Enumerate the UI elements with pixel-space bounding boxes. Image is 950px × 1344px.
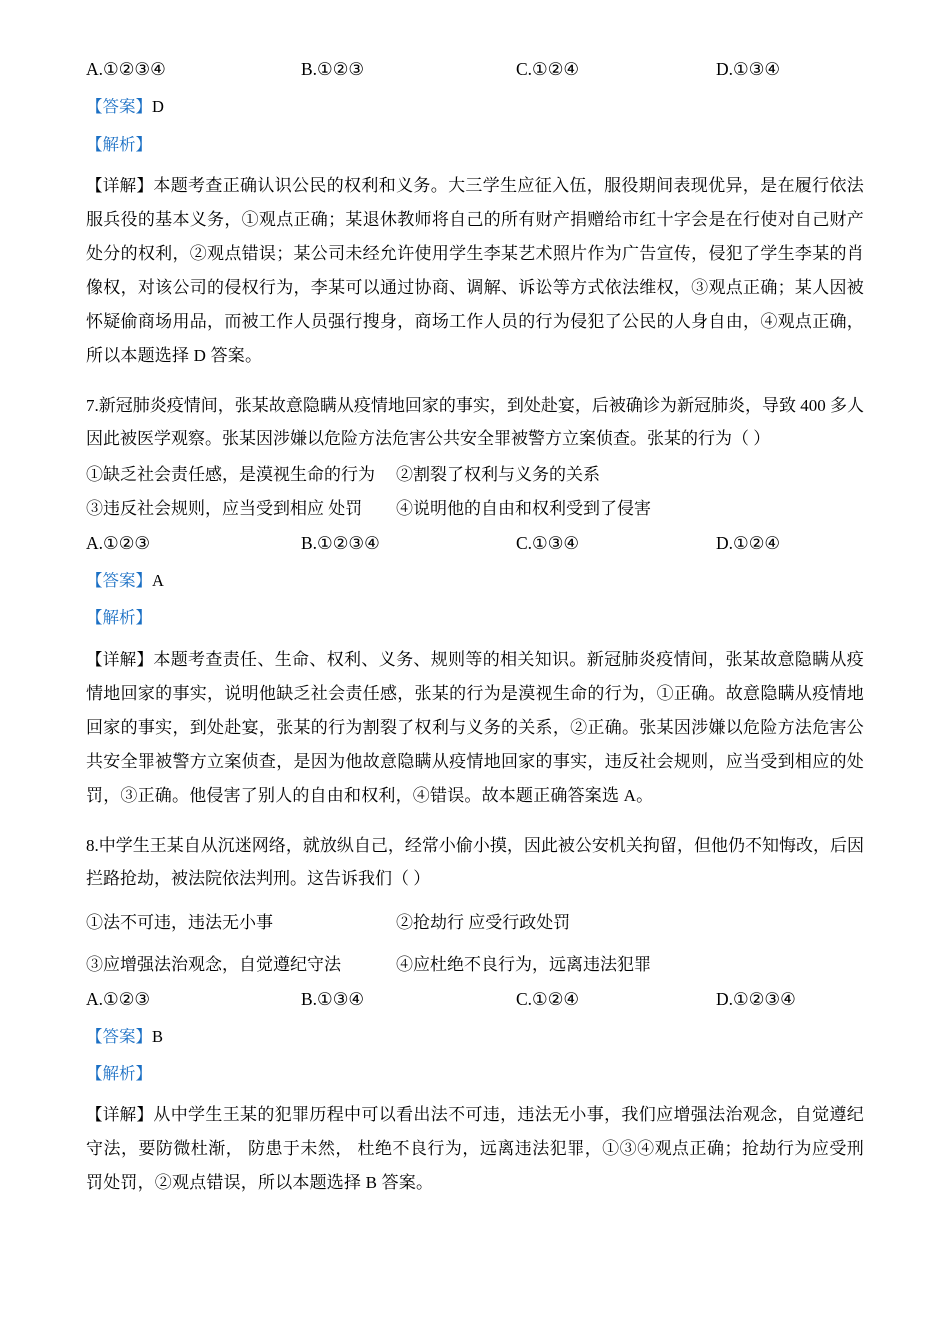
option-d: D.①③④ bbox=[716, 59, 781, 79]
answer-options-q7 bbox=[86, 530, 864, 557]
answer-line-q8 bbox=[86, 1024, 864, 1050]
option-d: D.①②④ bbox=[716, 532, 781, 553]
suboption-1: ①法不可违，违法无小事 bbox=[86, 912, 273, 932]
analysis-label: 【解析】 bbox=[86, 608, 152, 628]
question-7-stem: 7.新冠肺炎疫情间，张某故意隐瞒从疫情地回家的事实，到处赴宴，后被确诊为新冠肺炎，导致 400 多人因此被医学观察。张某因涉嫌以危险方法危害公共安全罪被警方立案侦查。张某的行为（ ） bbox=[86, 395, 864, 449]
suboption-3: ③应增强法治观念，自觉遵纪守法 bbox=[86, 955, 341, 975]
suboption-1: ①缺乏社会责任感，是漠视生命的行为 bbox=[86, 465, 375, 485]
answer-line-q6 bbox=[86, 94, 864, 120]
option-c: C.①②④ bbox=[516, 59, 580, 79]
question-8-stem: 8.中学生王某自从沉迷网络，就放纵自己，经常小偷小摸，因此被公安机关拘留，但他仍不知悔改，后因拦路抢劫，被法院依法判刑。这告诉我们（ ） bbox=[86, 835, 864, 888]
detail-label: 【详解】 bbox=[86, 175, 154, 195]
option-a: A.①②③ bbox=[86, 988, 151, 1009]
option-a: A.①②③ bbox=[86, 532, 151, 553]
suboption-3: ③违反社会规则，应当受到相应 处罚 bbox=[86, 499, 363, 519]
question-7-suboptions-row2 bbox=[86, 493, 864, 525]
answer-value: D bbox=[152, 97, 164, 117]
spacer bbox=[86, 899, 864, 905]
detail-paragraph-q6 bbox=[86, 169, 864, 373]
detail-text: 本题考查责任、生命、权利、义务、规则等的相关知识。新冠肺炎疫情间，张某故意隐瞒从疫情地回家的事实，说明他缺乏社会责任感，张某的行为是漠视生命的行为，①正确。故意隐瞒从疫情地回家的事实，到处赴宴，张某的行为割裂了权利与义务的关系，②正确。张某因涉嫌以危险方法危害公共安全罪被警方立案侦查，是因为他故意隐瞒从疫情地回家的事实，违反社会规则，应当受到相应的处罚，③正确。他侵害了别人的自由和权利，④错误。故本题正确答案选 A。 bbox=[86, 649, 864, 805]
detail-paragraph-q7 bbox=[86, 643, 864, 813]
option-a: A.①②③④ bbox=[86, 59, 166, 79]
option-b: B.①②③④ bbox=[301, 532, 380, 553]
detail-label: 【详解】 bbox=[86, 1105, 154, 1125]
suboption-4: ④说明他的自由和权利受到了侵害 bbox=[396, 499, 651, 519]
answer-label: 【答案】 bbox=[86, 570, 152, 590]
detail-text: 本题考查正确认识公民的权利和义务。大三学生应征入伍，服役期间表现优异，是在履行依法服兵役的基本义务，①观点正确；某退休教师将自己的所有财产捐赠给市红十字会是在行使对自己财产处分的权利，②观点错误；某公司未经允许使用学生李某艺术照片作为广告宣传，侵犯了学生李某的肖像权，对该公司的侵权行为，李某可以通过协商、调解、诉讼等方式依法维权，③观点正确；某人因被怀疑偷商场用品，而被工作人员强行搜身，商场工作人员的行为侵犯了公民的人身自由，④观点正确，所以本题选择 D 答案。 bbox=[86, 175, 864, 365]
suboption-2: ②抢劫行 应受行政处罚 bbox=[396, 912, 571, 932]
question-8-suboptions-row1 bbox=[86, 907, 864, 939]
analysis-label-q8 bbox=[86, 1061, 864, 1087]
answer-options-q8 bbox=[86, 986, 864, 1013]
answer-options-q6 bbox=[86, 56, 864, 83]
detail-text: 从中学生王某的犯罪历程中可以看出法不可违，违法无小事，我们应增强法治观念，自觉遵纪守法，要防微杜渐， 防患于未然， 杜绝不良行为，远离违法犯罪，①③④观点正确；抢劫行为应受刑罚处罚，②观点错误，所以本题选择 B 答案。 bbox=[86, 1105, 864, 1193]
option-b: B.①②③ bbox=[301, 59, 365, 79]
option-c: C.①③④ bbox=[516, 532, 580, 553]
answer-value: B bbox=[152, 1026, 164, 1046]
analysis-label: 【解析】 bbox=[86, 134, 152, 154]
answer-label: 【答案】 bbox=[86, 97, 152, 117]
answer-value: A bbox=[152, 570, 164, 590]
analysis-label: 【解析】 bbox=[86, 1064, 152, 1084]
analysis-label-q7 bbox=[86, 605, 864, 631]
option-d: D.①②③④ bbox=[716, 988, 796, 1009]
suboption-2: ②割裂了权利与义务的关系 bbox=[396, 465, 600, 485]
detail-label: 【详解】 bbox=[86, 649, 154, 669]
answer-line-q7 bbox=[86, 568, 864, 594]
answer-label: 【答案】 bbox=[86, 1026, 152, 1046]
question-8-suboptions-row2 bbox=[86, 949, 864, 981]
spacer bbox=[86, 941, 864, 947]
option-c: C.①②④ bbox=[516, 988, 580, 1009]
detail-paragraph-q8 bbox=[86, 1098, 864, 1200]
option-b: B.①③④ bbox=[301, 988, 365, 1009]
suboption-4: ④应杜绝不良行为，远离违法犯罪 bbox=[396, 955, 651, 975]
analysis-label-q6 bbox=[86, 132, 864, 158]
question-7-suboptions-row1 bbox=[86, 459, 864, 491]
